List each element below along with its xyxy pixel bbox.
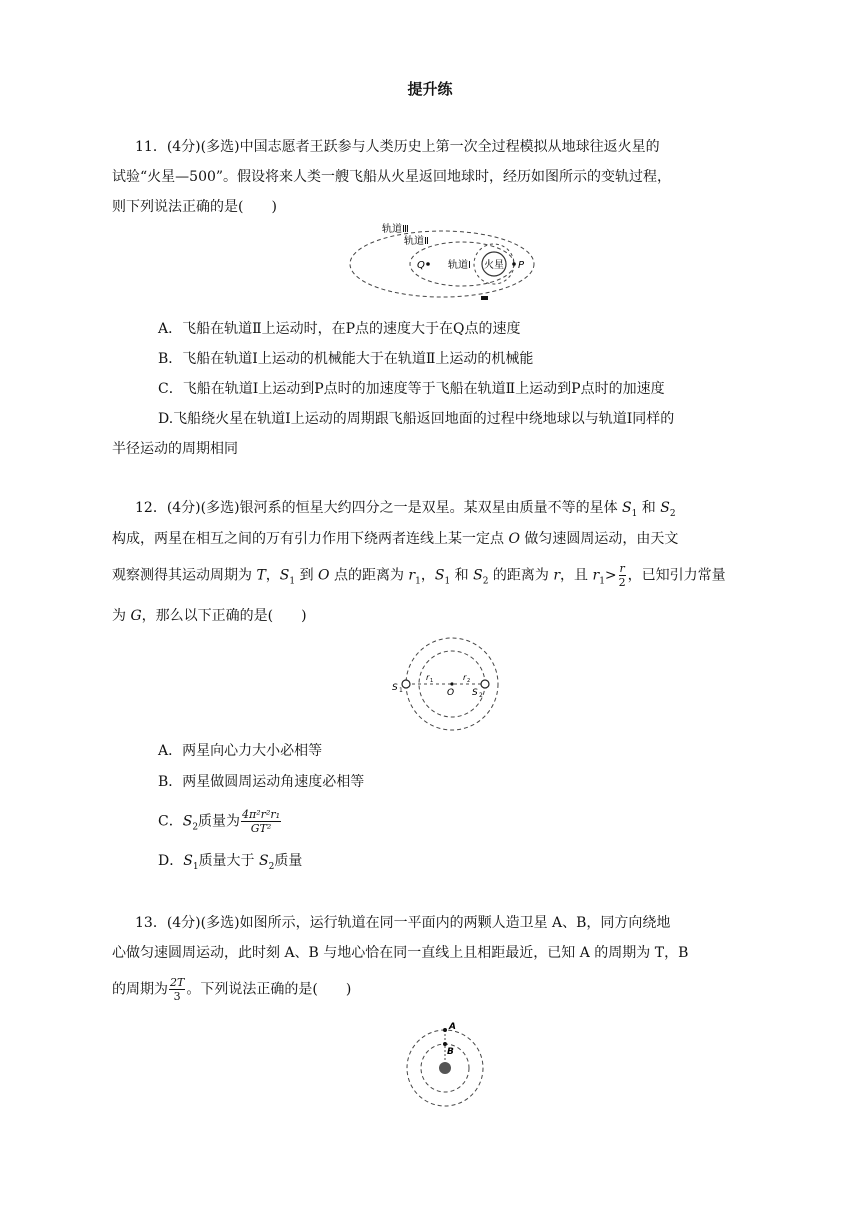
q12-option-a: A．两星向心力大小必相等 bbox=[158, 743, 323, 759]
q12-line4: 为 G，那么以下正确的是( ) bbox=[112, 608, 307, 624]
s2-label: S bbox=[472, 688, 478, 698]
star-s1 bbox=[402, 680, 410, 688]
orbit-1-label: 轨道Ⅰ bbox=[448, 260, 471, 271]
q11-line1: 11．(4分)(多选)中国志愿者王跃参与人类历史上第一次全过程模拟从地球往返火星的 bbox=[135, 139, 660, 155]
q12-binary-star-figure bbox=[390, 638, 530, 738]
q12-line2: 构成，两星在相互之间的万有引力作用下绕两者连线上某一定点 O 做匀速圆周运动，由天文 bbox=[112, 531, 679, 547]
r1-sub-label: 1 bbox=[430, 678, 434, 684]
r2-label: r bbox=[463, 673, 467, 682]
q12-line1: 12．(4分)(多选)银河系的恒星大约四分之一是双星。某双星由质量不等的星体 $S_1$ 和 $S_2$ bbox=[135, 500, 676, 519]
center-o-label: O bbox=[447, 688, 455, 698]
s2-sub-label: 2 bbox=[479, 692, 483, 699]
q13-line3: 的周期为 $\frac{2T}{3}$ 。下列说法正确的是( ) bbox=[112, 976, 352, 1003]
q11-orbit-figure bbox=[340, 218, 540, 318]
r2-sub-label: 2 bbox=[467, 678, 471, 684]
r1-label: r bbox=[426, 673, 430, 682]
satellite-b-label: B bbox=[447, 1047, 454, 1057]
star-s2 bbox=[481, 680, 489, 688]
point-q-label: Q bbox=[417, 260, 425, 271]
q11-option-a: A．飞船在轨道Ⅱ上运动时，在P点的速度大于在Q点的速度 bbox=[158, 321, 521, 337]
mass-formula-fraction: $\frac{\text{4π²r²r₁}}{\text{GT²}}$ bbox=[242, 808, 281, 835]
q11-line3: 则下列说法正确的是( ) bbox=[112, 199, 277, 215]
s1-sub-label: 1 bbox=[399, 687, 403, 694]
satellite-a bbox=[443, 1028, 447, 1032]
q11-option-b: B．飞船在轨道Ⅰ上运动的机械能大于在轨道Ⅱ上运动的机械能 bbox=[158, 351, 534, 367]
q11-option-d-line2: 半径运动的周期相同 bbox=[112, 441, 238, 457]
section-title: 提升练 bbox=[407, 80, 453, 98]
spacecraft-icon bbox=[481, 296, 488, 300]
q11-line2: 试验“火星—500”。假设将来人类一艘飞船从火星返回地球时，经历如图所示的变轨过程， bbox=[112, 169, 672, 185]
earth-body bbox=[439, 1062, 451, 1074]
q12-option-b: B．两星做圆周运动角速度必相等 bbox=[158, 774, 365, 790]
s1-label: S bbox=[392, 683, 398, 693]
period-fraction: $\frac{2T}{3}$ bbox=[170, 976, 185, 1003]
q13-line1: 13．(4分)(多选)如图所示，运行轨道在同一平面内的两颗人造卫星 A、B，同方向绕地 bbox=[135, 915, 671, 931]
q11-option-d-line1: D.飞船绕火星在轨道Ⅰ上运动的周期跟飞船返回地面的过程中绕地球以与轨道Ⅰ同样的 bbox=[158, 411, 675, 427]
orbit-3-label: 轨道Ⅲ bbox=[382, 224, 409, 235]
orbit-2-label: 轨道Ⅱ bbox=[404, 236, 429, 247]
r-over-2-fraction: $\frac{r}{2}$ bbox=[618, 562, 626, 589]
q13-satellite-figure bbox=[405, 1020, 489, 1112]
q13-line2: 心做匀速圆周运动，此时刻 A、B 与地心恰在同一直线上且相距最近，已知 A 的周期为 T，B bbox=[112, 945, 689, 961]
q12-line3: 观察测得其运动周期为 T，$S_1$ 到 O 点的距离为 $r_1$，$S_1$ 和 $S_2$ 的距离为 r，且 $r_1>$ $\frac{r}{2}$ ，已知引力常量 bbox=[112, 562, 726, 589]
q12-option-d: D．$S_1$质量大于 $S_2$质量 bbox=[158, 853, 303, 872]
q11-option-c: C．飞船在轨道Ⅰ上运动到P点时的加速度等于飞船在轨道Ⅱ上运动到P点时的加速度 bbox=[158, 381, 665, 397]
satellite-a-label: A bbox=[449, 1022, 456, 1032]
satellite-b bbox=[443, 1042, 447, 1046]
mars-label: 火星 bbox=[484, 260, 504, 271]
q12-option-c: C．$S_2$质量为 $\frac{\text{4π²r²r₁}}{\text{GT²}}$ bbox=[158, 808, 281, 835]
point-p bbox=[512, 262, 516, 266]
point-q bbox=[426, 262, 430, 266]
point-p-label: P bbox=[518, 260, 525, 271]
center-o bbox=[450, 682, 453, 685]
